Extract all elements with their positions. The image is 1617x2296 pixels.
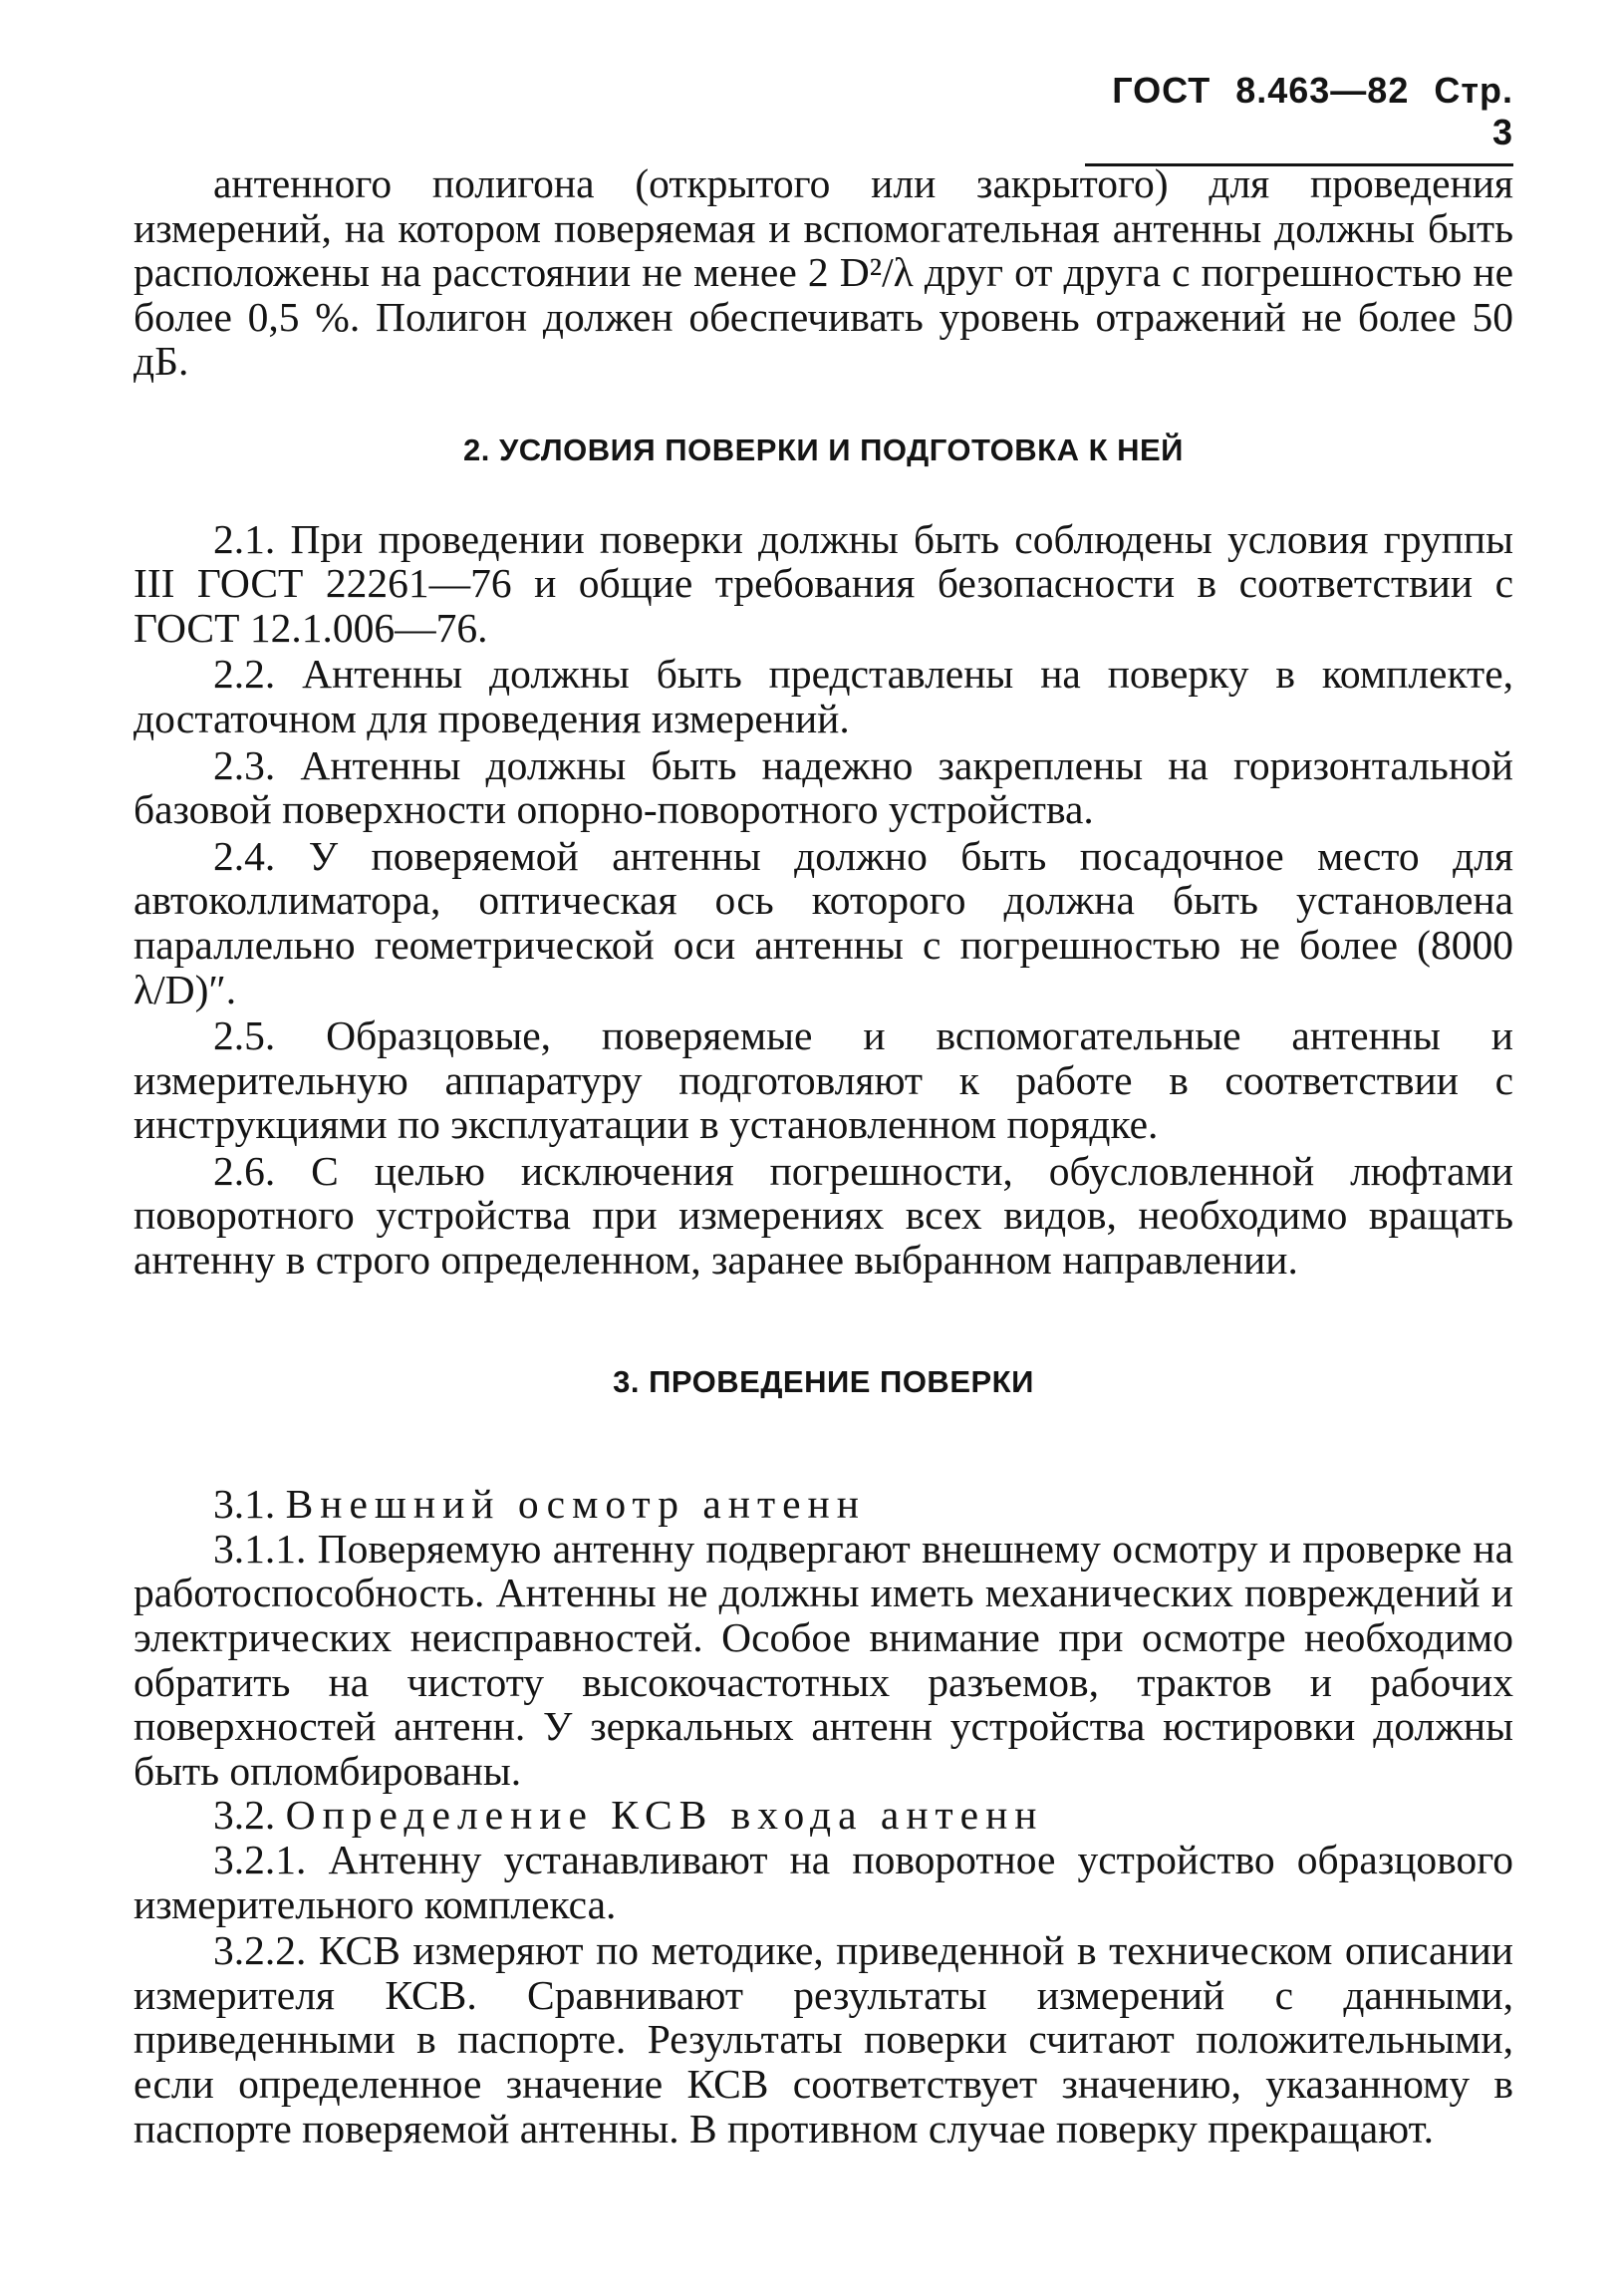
subsection-3-2-title: Определение КСВ входа антенн [285, 1792, 1044, 1839]
paragraph-2-1: 2.1. При проведении поверки должны быть соблюдены условия группы III ГОСТ 22261—76 и общие требования безопасности в соответствии с ГОСТ 12.1.006—76. [134, 515, 1513, 651]
subsection-3-1-number: 3.1. [213, 1481, 276, 1528]
paragraph-2-6: 2.6. С целью исключения погрешности, обусловленной люфтами поворотного устройства при измерениях всех видов, необходимо вращать антенну в строго определенном, заранее выбранном направлении. [134, 1147, 1513, 1284]
subsection-3-2-number: 3.2. [213, 1792, 276, 1839]
page-content [134, 161, 1513, 2151]
page-number: Стр. 3 [1434, 70, 1513, 152]
subsection-3-1-title: Внешний осмотр антенн [285, 1481, 866, 1528]
subsection-3-1-heading [134, 1482, 1513, 1527]
paragraph-2-5: 2.5. Образцовые, поверяемые и вспомогательные антенны и измерительную аппаратуру подготовляют к работе в соответствии с инструкциями по эксплуатации в установленном порядке. [134, 1012, 1513, 1148]
paragraph-3-2-2: 3.2.2. КСВ измеряют по методике, приведенной в техническом описании измерителя КСВ. Сравнивают результаты измерений с данными, приведенными в паспорте. Результаты поверки считают положительными, если определенное значение КСВ соответствует значению, указанному в паспорте поверяемой антенны. В противном случае поверку прекращают. [134, 1927, 1513, 2152]
section-3-heading: 3. ПРОВЕДЕНИЕ ПОВЕРКИ [613, 1363, 1034, 1399]
paragraph-2-4: 2.4. У поверяемой антенны должно быть посадочное место для автоколлиматора, оптическая ось которого должна быть установлена параллельно геометрической оси антенны с погрешностью не более (8000 λ/D)″. [134, 832, 1513, 1012]
paragraph-2-3: 2.3. Антенны должны быть надежно закреплены на горизонтальной базовой поверхности опорно-поворотного устройства. [134, 741, 1513, 833]
paragraph-3-1-1: 3.1.1. Поверяемую антенну подвергают внешнему осмотру и проверке на работоспособность. Антенны не должны иметь механических повреждений и электрических неисправностей. Особое внимание при осмотре необходимо обратить на чистоту высокочастотных разъемов, трактов и рабочих поверхностей антенн. У зеркальных антенн устройства юстировки должны быть опломбированы. [134, 1525, 1513, 1794]
paragraph-2-2: 2.2. Антенны должны быть представлены на поверку в комплекте, достаточном для проведения измерений. [134, 651, 1513, 741]
section-2-heading: 2. УСЛОВИЯ ПОВЕРКИ И ПОДГОТОВКА К НЕЙ [463, 431, 1184, 467]
page-header [1085, 70, 1513, 166]
paragraph-intro: антенного полигона (открытого или закрытого) для проведения измерений, на котором поверяемая и вспомогательная антенны должны быть расположены на расстоянии не менее 2 D²/λ друг от друга с погрешностью не более 0,5 %. Полигон должен обеспечивать уровень отражений не более 50 дБ. [134, 160, 1513, 385]
paragraph-3-2-1: 3.2.1. Антенну устанавливают на поворотное устройство образцового измерительного комплекса. [134, 1837, 1513, 1927]
subsection-3-2-heading [134, 1793, 1513, 1838]
doc-number: ГОСТ 8.463—82 [1112, 70, 1410, 111]
